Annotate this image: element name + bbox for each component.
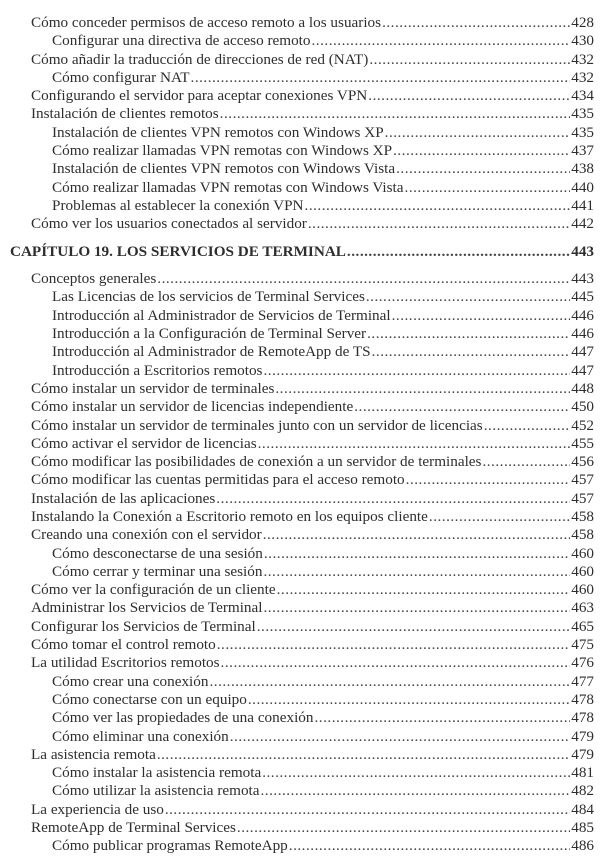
dot-leader: [429, 508, 570, 526]
toc-entry: [0, 545, 600, 563]
dot-leader: [220, 105, 571, 123]
toc-entry-title: Las Licencias de los servicios de Terminal Services: [52, 288, 365, 306]
dot-leader: [157, 270, 570, 288]
toc-entry-page: 452: [571, 416, 594, 434]
toc-entry: [0, 471, 600, 489]
toc-entry-title: Administrar los Servicios de Terminal: [31, 599, 263, 617]
toc-entry-title: Cómo activar el servidor de licencias: [31, 434, 257, 452]
toc-entry: [0, 764, 600, 782]
toc-entry: [0, 362, 600, 380]
dot-leader: [305, 197, 571, 215]
toc-entry-title: Cómo conceder permisos de acceso remoto a los usuarios: [31, 14, 382, 31]
toc-entry: [0, 124, 600, 142]
toc-entry-title: Cómo utilizar la asistencia remota: [52, 782, 260, 800]
dot-leader: [392, 307, 571, 325]
toc-entry-page: 477: [571, 672, 594, 690]
toc-entry-title: Cómo instalar un servidor de terminales: [31, 379, 275, 397]
toc-entry-page: 446: [571, 325, 594, 343]
dot-leader: [216, 490, 570, 508]
toc-entry-page: 430: [571, 32, 594, 50]
toc-entry-page: 460: [571, 562, 594, 580]
toc-entry: [0, 490, 600, 508]
toc-entry-title: La utilidad Escritorios remotos: [31, 654, 220, 672]
dot-leader: [264, 599, 571, 617]
toc-entry: [0, 325, 600, 343]
dot-leader: [312, 32, 571, 50]
toc-entry-page: 482: [571, 782, 594, 800]
toc-entry: [0, 417, 600, 435]
toc-entry: [0, 32, 600, 50]
dot-leader: [261, 782, 571, 800]
toc-entry-page: 438: [571, 160, 594, 178]
toc-entry: [0, 160, 600, 178]
toc-entry-page: 458: [571, 526, 594, 544]
toc-entry-page: 486: [571, 837, 594, 855]
toc-entry: [0, 87, 600, 105]
toc-entry-page: 481: [571, 764, 594, 782]
toc-entry-title: Cómo cerrar y terminar una sesión: [52, 562, 263, 580]
toc-entry-page: 432: [571, 50, 594, 68]
toc-entry-title: RemoteApp de Terminal Services: [31, 819, 236, 837]
toc-entry: [0, 746, 600, 764]
toc-entry: [0, 673, 600, 691]
toc-entry-title: Cómo ver los usuarios conectados al servidor: [31, 215, 307, 233]
dot-leader: [368, 87, 570, 105]
toc-entry: [0, 435, 600, 453]
toc-entry-page: 460: [571, 544, 594, 562]
toc-entry-page: 463: [571, 599, 594, 617]
toc-entry: [0, 782, 600, 800]
dot-leader: [263, 526, 571, 544]
toc-entry-title: Cómo tomar el control remoto: [31, 636, 216, 654]
toc-entry-page: 460: [571, 581, 594, 599]
table-of-contents: [0, 14, 600, 856]
toc-entry-title: Instalación de clientes remotos: [31, 105, 219, 123]
dot-leader: [248, 691, 570, 709]
toc-entry: [0, 69, 600, 87]
toc-entry: [0, 728, 600, 746]
toc-entry-page: 484: [571, 800, 594, 818]
toc-entry-title: La experiencia de uso: [31, 800, 164, 818]
toc-entry: [0, 581, 600, 599]
toc-entry-title: Instalando la Conexión a Escritorio remoto en los equipos cliente: [31, 508, 428, 525]
toc-entry-page: 485: [571, 819, 594, 837]
dot-leader: [262, 764, 570, 782]
toc-entry-title: Instalación de las aplicaciones: [31, 489, 216, 507]
dot-leader: [258, 435, 571, 453]
toc-entry: [0, 398, 600, 416]
toc-entry-page: 445: [571, 288, 594, 306]
toc-entry: [0, 51, 600, 69]
dot-leader: [263, 563, 570, 581]
toc-entry-title: Instalación de clientes VPN remotos con Windows XP: [52, 123, 384, 141]
toc-entry-title: Cómo añadir la traducción de direcciones de red (NAT): [31, 50, 369, 68]
toc-entry: [0, 691, 600, 709]
toc-entry: [0, 819, 600, 837]
toc-entry-title: Introducción al Administrador de Servicios de Terminal: [52, 306, 391, 324]
toc-entry-page: 447: [571, 361, 594, 379]
toc-entry: [0, 453, 600, 471]
dot-leader: [484, 417, 571, 435]
toc-entry: [0, 654, 600, 672]
toc-entry-page: 457: [571, 471, 594, 489]
toc-entry-title: Cómo realizar llamadas VPN remotas con Windows XP: [52, 142, 393, 160]
toc-entry: [0, 288, 600, 306]
dot-leader: [221, 654, 571, 672]
toc-entry-title: Introducción a Escritorios remotos: [52, 361, 263, 379]
dot-leader: [237, 819, 570, 837]
dot-leader: [217, 636, 570, 654]
toc-entry: [0, 270, 600, 288]
toc-entry-title: Cómo eliminar una conexión: [52, 727, 229, 745]
toc-entry-title: Cómo ver las propiedades de una conexión: [52, 709, 314, 727]
toc-entry-page: 478: [571, 690, 594, 708]
dot-leader: [366, 288, 570, 306]
dot-leader: [393, 142, 570, 160]
toc-entry-title: Cómo modificar las posibilidades de conexión a un servidor de terminales: [31, 453, 482, 471]
dot-leader: [165, 801, 570, 819]
dot-leader: [396, 160, 570, 178]
toc-entry: [0, 380, 600, 398]
dot-leader: [191, 69, 571, 87]
toc-entry-page: 455: [571, 434, 594, 452]
toc-entry-page: 447: [571, 343, 594, 361]
dot-leader: [405, 179, 571, 197]
dot-leader: [263, 362, 570, 380]
toc-entry: [0, 197, 600, 215]
toc-entry-title: Cómo instalar un servidor de terminales junto con un servidor de licencias: [31, 416, 483, 434]
toc-entry: [0, 636, 600, 654]
toc-entry-page: 442: [571, 215, 594, 233]
toc-entry-title: Cómo configurar NAT: [52, 68, 190, 86]
toc-entry: [0, 508, 600, 526]
toc-entry-page: 437: [571, 142, 594, 160]
toc-entry-title: Cómo modificar las cuentas permitidas para el acceso remoto: [31, 471, 405, 489]
toc-entry-title: Cómo desconectarse de una sesión: [52, 544, 263, 562]
toc-entry-page: 457: [571, 489, 594, 507]
toc-entry-title: Cómo crear una conexión: [52, 672, 209, 690]
toc-entry: [0, 215, 600, 233]
toc-entry-page: 476: [571, 654, 594, 672]
toc-entry-title: La asistencia remota: [31, 745, 156, 763]
toc-entry-title: CAPÍTULO 19. LOS SERVICIOS DE TERMINAL: [10, 243, 346, 261]
toc-entry: [0, 307, 600, 325]
toc-entry-page: 443: [571, 243, 594, 261]
dot-leader: [382, 14, 570, 32]
toc-entry-title: Cómo conectarse con un equipo: [52, 690, 247, 708]
dot-leader: [157, 746, 570, 764]
dot-leader: [369, 51, 570, 69]
toc-entry-page: 479: [571, 727, 594, 745]
dot-leader: [385, 124, 571, 142]
toc-entry: [0, 179, 600, 197]
toc-entry-title: Configurando el servidor para aceptar conexiones VPN: [31, 87, 368, 105]
dot-leader: [354, 398, 570, 416]
toc-entry-page: 428: [571, 14, 594, 31]
toc-entry-page: 432: [571, 68, 594, 86]
toc-entry: [0, 343, 600, 361]
dot-leader: [209, 673, 570, 691]
toc-entry-title: Creando una conexión con el servidor: [31, 526, 262, 544]
toc-entry-page: 456: [571, 453, 594, 471]
toc-entry-title: Cómo instalar un servidor de licencias independiente: [31, 398, 354, 416]
toc-entry-page: 458: [571, 508, 594, 525]
toc-entry-page: 435: [571, 105, 594, 123]
toc-entry-title: Cómo realizar llamadas VPN remotas con Windows Vista: [52, 178, 404, 196]
toc-entry-page: 435: [571, 123, 594, 141]
toc-entry-page: 441: [571, 196, 594, 214]
toc-entry-page: 475: [571, 636, 594, 654]
toc-entry-page: 479: [571, 745, 594, 763]
toc-entry: [0, 599, 600, 617]
toc-entry-title: Instalación de clientes VPN remotos con Windows Vista: [52, 160, 396, 178]
toc-entry-title: Cómo ver la configuración de un cliente: [31, 581, 276, 599]
dot-leader: [257, 618, 570, 636]
toc-entry: [0, 801, 600, 819]
toc-entry-title: Conceptos generales: [31, 270, 157, 288]
toc-entry: [0, 837, 600, 855]
toc-entry-page: 478: [571, 709, 594, 727]
dot-leader: [275, 380, 570, 398]
dot-leader: [277, 581, 571, 599]
toc-entry: [0, 142, 600, 160]
toc-entry-page: 443: [571, 270, 594, 288]
toc-entry-title: Cómo instalar la asistencia remota: [52, 764, 262, 782]
toc-entry-page: 434: [571, 87, 594, 105]
dot-leader: [289, 837, 570, 855]
dot-leader: [315, 709, 571, 727]
toc-entry-title: Configurar una directiva de acceso remoto: [52, 32, 311, 50]
toc-entry-title: Introducción al Administrador de RemoteApp de TS: [52, 343, 371, 361]
toc-entry-page: 448: [571, 379, 594, 397]
dot-leader: [347, 243, 570, 261]
toc-entry: [0, 709, 600, 727]
toc-entry-page: 450: [571, 398, 594, 416]
dot-leader: [406, 471, 571, 489]
toc-entry: [0, 526, 600, 544]
dot-leader: [264, 545, 570, 563]
toc-entry: [0, 563, 600, 581]
toc-chapter-heading: [0, 243, 600, 261]
toc-entry: [0, 14, 600, 32]
toc-entry-title: Problemas al establecer la conexión VPN: [52, 196, 304, 214]
toc-entry: [0, 618, 600, 636]
toc-entry-page: 465: [571, 617, 594, 635]
dot-leader: [372, 343, 571, 361]
toc-entry: [0, 105, 600, 123]
toc-entry-title: Configurar los Servicios de Terminal: [31, 617, 256, 635]
dot-leader: [482, 453, 570, 471]
toc-entry-title: Cómo publicar programas RemoteApp: [52, 837, 288, 855]
toc-entry-title: Introducción a la Configuración de Terminal Server: [52, 325, 367, 343]
dot-leader: [230, 728, 570, 746]
dot-leader: [308, 215, 570, 233]
toc-entry-page: 440: [571, 178, 594, 196]
toc-entry-page: 446: [571, 306, 594, 324]
dot-leader: [367, 325, 570, 343]
